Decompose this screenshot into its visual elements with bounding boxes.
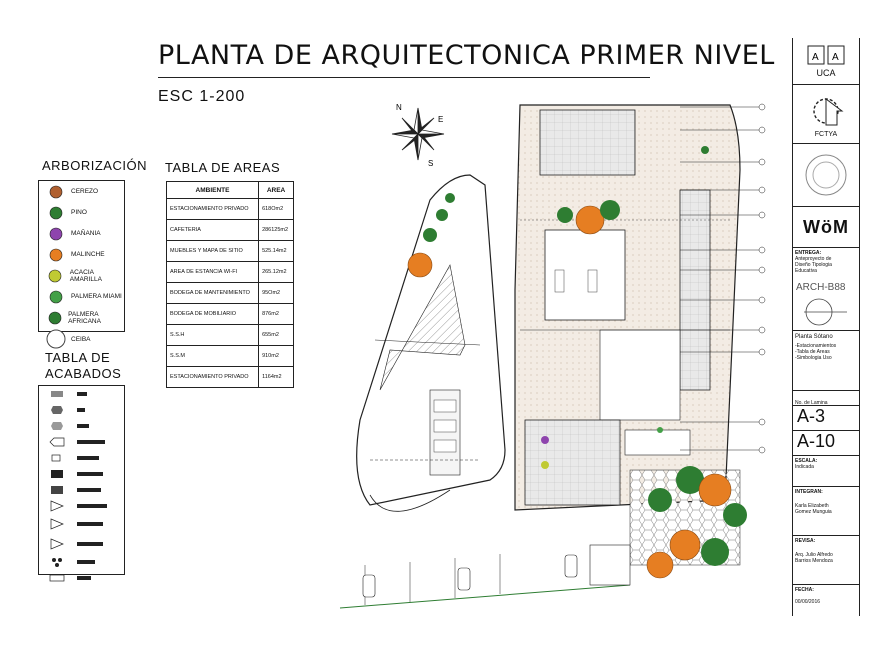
legend-label: PALMERA AFRICANA bbox=[68, 310, 101, 325]
compass-n-label: N bbox=[396, 103, 402, 112]
header-area: AREA bbox=[259, 182, 294, 199]
uca-logo-cell bbox=[793, 38, 859, 85]
finish-row bbox=[39, 450, 124, 466]
svg-text:A: A bbox=[812, 52, 819, 63]
finish-hex-icon bbox=[50, 405, 64, 415]
entrega-label: ENTREGA: bbox=[795, 250, 822, 256]
areas-table-header bbox=[167, 182, 294, 199]
finish-row bbox=[39, 534, 124, 554]
acabados-legend bbox=[38, 385, 125, 575]
ambiente-cell: ESTACIONAMIENTO PRIVADO bbox=[167, 199, 259, 220]
finish-triangle-icon bbox=[50, 518, 64, 530]
reviso-label: REVISA: bbox=[795, 538, 816, 544]
legend-row-cerezo bbox=[39, 181, 124, 202]
compass-e-label: E bbox=[438, 115, 444, 124]
ambiente-cell: ESTACIONAMIENTO PRIVADO bbox=[167, 367, 259, 388]
legend-row-manania bbox=[39, 223, 124, 244]
area-cell: 265.12m2 bbox=[259, 262, 294, 283]
legend-label: PALMERA MIAMI bbox=[71, 293, 122, 300]
project-code-cell bbox=[793, 282, 859, 331]
area-cell: 1164m2 bbox=[259, 367, 294, 388]
area-cell: 655m2 bbox=[259, 325, 294, 346]
legend-row-pino bbox=[39, 202, 124, 223]
table-row bbox=[167, 367, 294, 388]
acabados-title-line2: ACABADOS bbox=[45, 366, 122, 381]
arborizacion-legend bbox=[38, 180, 125, 343]
manania-tree-icon bbox=[49, 227, 63, 241]
ambiente-cell: S.S.H bbox=[167, 325, 259, 346]
legend-label: ACACIA AMARILLA bbox=[69, 268, 102, 283]
south-garden bbox=[630, 466, 747, 578]
fctya-logo-cell bbox=[793, 85, 859, 144]
finish-tag-icon bbox=[49, 437, 65, 447]
finish-solid-icon bbox=[50, 469, 64, 479]
main-building bbox=[515, 105, 740, 510]
finish-dark-icon bbox=[50, 485, 64, 495]
finish-row bbox=[39, 498, 124, 514]
finish-row bbox=[39, 386, 124, 402]
title-underline bbox=[158, 77, 650, 78]
entrega-text: Educativa bbox=[795, 268, 817, 274]
uca-label: UCA bbox=[816, 68, 836, 78]
uca-shield-icon bbox=[804, 44, 848, 68]
planta-cell bbox=[793, 331, 859, 391]
studio-logo: WöM bbox=[793, 207, 859, 248]
finish-flag-icon bbox=[50, 453, 64, 463]
ambiente-cell: CAFETERIA bbox=[167, 220, 259, 241]
finish-row bbox=[39, 434, 124, 450]
entrega-text: Diseño Tipologia bbox=[795, 262, 832, 268]
fctya-logo-icon bbox=[804, 91, 848, 131]
legend-label: MAÑANIA bbox=[71, 230, 101, 237]
fecha-value: 00/00/2016 bbox=[795, 599, 821, 605]
escala-value: Indicada bbox=[795, 464, 814, 470]
cerezo-tree-icon bbox=[49, 185, 63, 199]
cafeteria bbox=[525, 420, 620, 505]
acabados-title-line1: TABLA DE bbox=[45, 350, 111, 365]
integrante-name: Karla Elizabeth bbox=[795, 503, 829, 509]
acacia-tree-icon bbox=[48, 269, 62, 283]
finish-row bbox=[39, 570, 124, 586]
planta-item: -Tabla de Areas bbox=[795, 349, 830, 355]
finish-hatch-icon bbox=[50, 390, 64, 398]
legend-label: MALINCHE bbox=[71, 251, 105, 258]
legend-row-acacia bbox=[39, 265, 124, 286]
street-parking bbox=[340, 545, 630, 608]
paved-courtyard bbox=[540, 110, 635, 175]
project-code: ARCH-B88 bbox=[796, 282, 846, 293]
finish-triangle-icon bbox=[50, 500, 64, 512]
title-block bbox=[792, 38, 860, 616]
svg-text:A: A bbox=[832, 52, 839, 63]
ambiente-cell: BODEGA DE MANTENIMIENTO bbox=[167, 283, 259, 304]
lamina-label-cell bbox=[793, 391, 859, 406]
finish-row bbox=[39, 466, 124, 482]
legend-label: CEREZO bbox=[71, 188, 99, 195]
drawing-scale: ESC 1-200 bbox=[158, 88, 246, 105]
integrantes-cell bbox=[793, 487, 859, 536]
area-cell: 95Om2 bbox=[259, 283, 294, 304]
project-mark-icon bbox=[799, 296, 851, 328]
entrega-cell bbox=[793, 248, 859, 282]
legend-row-palmera-africana bbox=[39, 307, 124, 328]
compass-s-label: S bbox=[428, 159, 434, 168]
table-row bbox=[167, 304, 294, 325]
malinche-tree-icon bbox=[49, 248, 63, 262]
entrega-text: Anteproyecto de bbox=[795, 256, 832, 262]
finish-row bbox=[39, 418, 124, 434]
table-row bbox=[167, 220, 294, 241]
planta-item: -Estacionamientos bbox=[795, 343, 837, 349]
university-seal-icon bbox=[803, 152, 849, 198]
floor-plan-drawing bbox=[330, 90, 790, 615]
finish-row bbox=[39, 514, 124, 534]
legend-label: PINO bbox=[71, 209, 87, 216]
fecha-label: FECHA: bbox=[795, 587, 814, 593]
areas-table-title: TABLA DE AREAS bbox=[165, 160, 281, 175]
legend-row-palmera-miami bbox=[39, 286, 124, 307]
finish-tile-icon bbox=[50, 421, 64, 431]
legend-row-malinche bbox=[39, 244, 124, 265]
palm-tree-icon bbox=[48, 311, 62, 325]
ambiente-cell: BODEGA DE MOBILIARIO bbox=[167, 304, 259, 325]
finish-plant-icon bbox=[50, 556, 64, 568]
reviso-name: Arq. Julio Alfredo bbox=[795, 552, 833, 558]
table-row bbox=[167, 346, 294, 367]
header-ambiente: AMBIENTE bbox=[167, 182, 259, 199]
area-cell: 286125m2 bbox=[259, 220, 294, 241]
pino-tree-icon bbox=[49, 206, 63, 220]
restrooms bbox=[625, 430, 690, 455]
finish-row bbox=[39, 482, 124, 498]
table-row bbox=[167, 325, 294, 346]
palm-tree-icon bbox=[49, 290, 63, 304]
ambiente-cell: S.S.M bbox=[167, 346, 259, 367]
ambiente-cell: AREA DE ESTANCIA WI-FI bbox=[167, 262, 259, 283]
planta-item: -Simbologia Uso bbox=[795, 355, 832, 361]
finish-row bbox=[39, 554, 124, 570]
table-row bbox=[167, 262, 294, 283]
reviso-name: Barrios Mendoza bbox=[795, 558, 833, 564]
table-row bbox=[167, 241, 294, 262]
drawing-title: PLANTA DE ARQUITECTONICA PRIMER NIVEL bbox=[158, 40, 775, 71]
legend-row-ceiba bbox=[39, 328, 124, 350]
integrante-name: Gomez Munguia bbox=[795, 509, 832, 515]
fecha-cell bbox=[793, 585, 859, 617]
area-cell: 525.14m2 bbox=[259, 241, 294, 262]
area-cell: 876m2 bbox=[259, 304, 294, 325]
finish-triangle-icon bbox=[50, 538, 64, 550]
seal-cell bbox=[793, 144, 859, 207]
integrantes-label: INTEGRAN: bbox=[795, 489, 823, 495]
lamina-label: No. de Lamina bbox=[795, 400, 828, 406]
ceiba-tree-icon bbox=[46, 329, 66, 349]
west-wing bbox=[357, 175, 505, 511]
reviso-cell bbox=[793, 536, 859, 585]
escala-label: ESCALA: bbox=[795, 458, 818, 464]
lamina-number: A-3 bbox=[793, 406, 859, 431]
planta-title: Planta Sótano bbox=[795, 334, 833, 340]
arborizacion-title: ARBORIZACIÓN bbox=[42, 158, 147, 173]
legend-label: CEIBA bbox=[71, 335, 91, 343]
area-cell: 910m2 bbox=[259, 346, 294, 367]
area-cell: 618Om2 bbox=[259, 199, 294, 220]
table-row bbox=[167, 283, 294, 304]
areas-table bbox=[166, 181, 294, 388]
finish-row bbox=[39, 402, 124, 418]
finish-rect-icon bbox=[49, 574, 65, 582]
table-row bbox=[167, 199, 294, 220]
lamina-total: A-10 bbox=[793, 431, 859, 456]
escala-cell bbox=[793, 456, 859, 487]
fctya-label: FCTYA bbox=[814, 130, 838, 138]
acabados-title bbox=[45, 350, 121, 382]
ambiente-cell: MUEBLES Y MAPA DE SITIO bbox=[167, 241, 259, 262]
